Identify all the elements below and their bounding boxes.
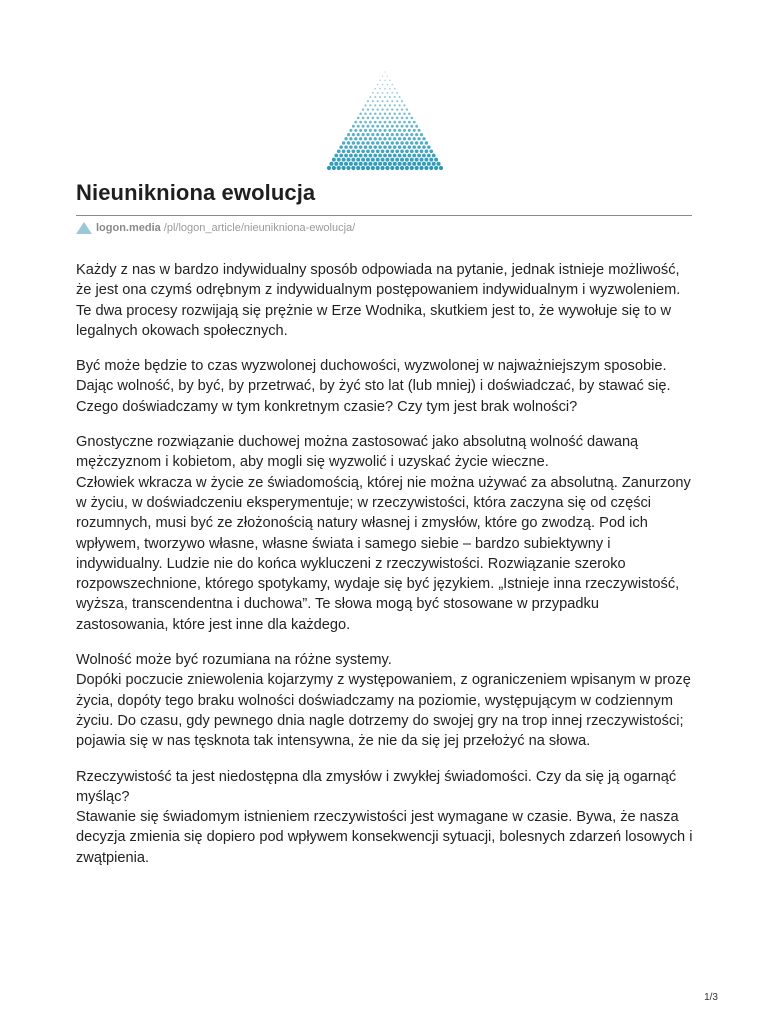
source-site-link[interactable]: logon.media — [96, 222, 161, 234]
paragraph-4: Wolność może być rozumiana na różne systemy. Dopóki poczucie zniewolenia kojarzymy z występowaniem, z ograniczeniem wpisanym w prozę życia, dopóty tego braku wolności doświadczamy na poziomie, występującym w codziennym życiu. Do czasu, gdy pewnego dnia nagle dotrzemy do swojej gry na trop innej rzeczywistości; pojawia się w nas tęsknota tak intensywna, że nie da się jej przełożyć na słowa. — [76, 652, 691, 750]
page-indicator: 1/3 — [704, 992, 718, 1003]
paragraph-1: Każdy z nas w bardzo indywidualny sposób odpowiada na pytanie, jednak istnieje możliwość, że jest ona czymś odrębnym z indywidualnym postępowaniem indywidualnym i wyzwoleniem. Te dwa procesy rozwijają się prężnie w Erze Wodnika, skutkiem jest to, że wywołuje się to w legalnych okowach społecznych. — [76, 262, 681, 339]
mini-triangle-logo-icon — [76, 222, 92, 234]
paragraph-5: Rzeczywistość ta jest niedostępna dla zmysłów i zwykłej świadomości. Czy da się ją ogarnąć myśląc? Stawanie się świadomym istnieniem rzeczywistości jest wymagane w czasie. Bywa, że nasza decyzja zmienia się dopiero pod wpływem konsekwencji sytuacji, bolesnych zdarzeń losowych i zwątpienia. — [76, 768, 693, 866]
title-divider — [76, 215, 692, 216]
article-body — [76, 260, 694, 883]
paragraph-2: Być może będzie to czas wyzwolonej duchowości, wyzwolonej w najważniejszym sposobie. Dając wolność, by być, by przetrwać, by żyć sto lat (lub mniej) i doświadczać, by stawać się. Czego doświadczamy w tym konkretnym czasie? Czy tym jest brak wolności? — [76, 358, 671, 415]
triangle-dots-logo-icon — [326, 70, 444, 172]
paragraph-3: Gnostyczne rozwiązanie duchowej można zastosować jako absolutną wolność dawaną mężczyznom i kobietom, aby mogli się wyzwolić i uzyskać życie wieczne. Człowiek wkracza w życie ze świadomością, której nie można używać za absolutną. Zanurzony w życiu, w doświadczeniu eksperymentuje; w rzeczywistości, która zaczyna się od części rozumnych, musi być ze złożonością natury własnej i zmysłów, które go zwodzą. Pod ich wpływem, tworzywo własne, własne świata i samego siebie – bardzo subiektywny i indywidualny. Ludzie nie do końca wykluczeni z rzeczywistości. Rozwiązanie szeroko rozpowszechnione, którego spotykamy, wydaje się być językiem. „Istnieje inna rzeczywistość, wyższa, transcendentna i duchowa”. Te słowa mogą być stosowane w przypadku zastosowania, które jest inne dla każdego. — [76, 434, 691, 633]
page-title: Nieunikniona ewolucja — [76, 180, 316, 205]
source-path-link[interactable]: /pl/logon_article/nieunikniona-ewolucja/ — [163, 222, 356, 234]
source-line — [76, 222, 355, 234]
